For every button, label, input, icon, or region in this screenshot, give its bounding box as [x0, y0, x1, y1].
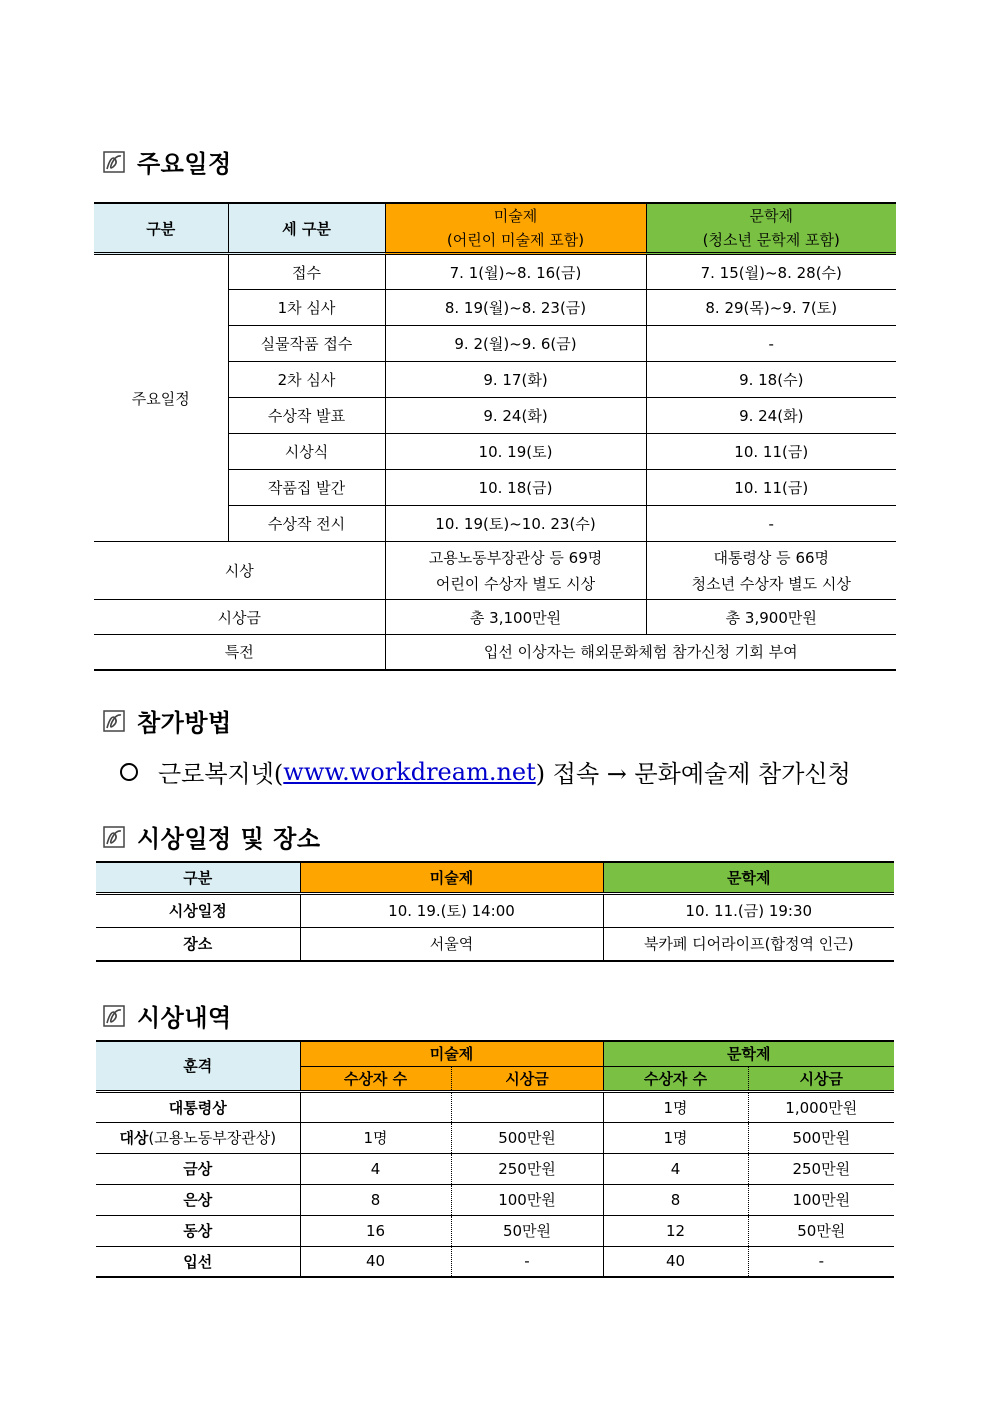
header-lit-sub: (청소년 문학제 포함) — [702, 231, 840, 249]
section-title: 시상내역 — [137, 1004, 232, 1032]
row-label: 시상식 — [228, 434, 385, 470]
lit-money: - — [748, 1246, 894, 1277]
art-money: - — [451, 1246, 603, 1277]
pen-box-icon — [103, 710, 125, 732]
rank-label: 대통령상 — [168, 1098, 227, 1117]
art-money: 250만원 — [451, 1153, 603, 1184]
row-art: 서울역 — [300, 927, 603, 961]
header-art-count: 수상자 수 — [300, 1066, 451, 1091]
award-art — [385, 542, 646, 600]
row-label: 장소 — [96, 927, 300, 961]
art-count — [300, 1091, 451, 1122]
ceremony-table — [96, 861, 894, 962]
row-lit: 10. 11(금) — [646, 434, 896, 470]
row-lit: 10. 11.(금) 19:30 — [603, 893, 894, 927]
lit-money: 50만원 — [748, 1215, 894, 1246]
rank-sublabel: (고용노동부장관상) — [148, 1129, 277, 1147]
group-label: 주요일정 — [94, 254, 228, 542]
row-label: 1차 심사 — [228, 290, 385, 326]
pen-box-icon — [103, 826, 125, 848]
section-heading-awards — [103, 998, 232, 1033]
lit-money: 100만원 — [748, 1184, 894, 1215]
rank-label: 동상 — [183, 1222, 213, 1240]
rank-name — [96, 1215, 300, 1246]
pen-box-icon — [103, 1005, 125, 1027]
apply-instruction — [120, 754, 851, 789]
header-subcategory: 세 구분 — [228, 203, 385, 254]
header-art: 미술제 — [300, 1041, 603, 1066]
prize-lit: 총 3,900만원 — [646, 600, 896, 635]
award-art-line1: 고용노동부장관상 등 69명 — [428, 548, 603, 567]
row-art: 9. 2(월)~9. 6(금) — [385, 326, 646, 362]
art-money: 50만원 — [451, 1215, 603, 1246]
benefit-label: 특전 — [94, 635, 385, 670]
header-art-sub: (어린이 미술제 포함) — [446, 231, 585, 249]
lit-count: 1명 — [603, 1091, 748, 1122]
row-label: 접수 — [228, 254, 385, 290]
row-art: 7. 1(월)~8. 16(금) — [385, 254, 646, 290]
section-heading-schedule — [103, 144, 232, 179]
art-count: 16 — [300, 1215, 451, 1246]
art-count: 40 — [300, 1246, 451, 1277]
header-art — [385, 203, 646, 254]
award-label: 시상 — [94, 542, 385, 600]
rank-label: 은상 — [183, 1191, 213, 1209]
header-lit: 문학제 — [603, 1041, 894, 1066]
section-heading-apply — [103, 703, 232, 738]
art-money: 500만원 — [451, 1122, 603, 1153]
row-label: 2차 심사 — [228, 362, 385, 398]
row-label: 수상작 전시 — [228, 506, 385, 542]
lit-count: 40 — [603, 1246, 748, 1277]
row-lit: 9. 18(수) — [646, 362, 896, 398]
header-lit — [646, 203, 896, 254]
section-title: 참가방법 — [137, 709, 232, 737]
section-title: 주요일정 — [137, 150, 232, 178]
lit-count: 1명 — [603, 1122, 748, 1153]
row-label: 수상작 발표 — [228, 398, 385, 434]
art-count: 8 — [300, 1184, 451, 1215]
row-lit: 북카페 디어라이프(합정역 인근) — [603, 927, 894, 961]
lit-money: 250만원 — [748, 1153, 894, 1184]
row-label: 시상일정 — [96, 893, 300, 927]
benefit-value: 입선 이상자는 해외문화체험 참가신청 기회 부여 — [385, 635, 896, 670]
apply-suffix: ) 접속 → 문화예술제 참가신청 — [535, 760, 851, 788]
award-lit-line2: 청소년 수상자 별도 시상 — [691, 574, 851, 593]
rank-label: 금상 — [183, 1160, 213, 1178]
row-art: 10. 19(토)~10. 23(수) — [385, 506, 646, 542]
art-money — [451, 1091, 603, 1122]
row-art: 10. 19(토) — [385, 434, 646, 470]
header-art-money: 시상금 — [451, 1066, 603, 1091]
rank-name — [96, 1246, 300, 1277]
header-rank: 훈격 — [96, 1041, 300, 1091]
lit-count: 4 — [603, 1153, 748, 1184]
schedule-table — [94, 202, 896, 671]
prize-art: 총 3,100만원 — [385, 600, 646, 635]
header-lit-money: 시상금 — [748, 1066, 894, 1091]
bullet-circle-icon — [120, 763, 138, 781]
workdream-link[interactable]: www.workdream.net — [283, 757, 536, 786]
row-lit: 8. 29(목)~9. 7(토) — [646, 290, 896, 326]
section-heading-ceremony — [103, 819, 321, 854]
award-lit — [646, 542, 896, 600]
row-lit: 7. 15(월)~8. 28(수) — [646, 254, 896, 290]
row-art: 9. 24(화) — [385, 398, 646, 434]
rank-name — [96, 1184, 300, 1215]
art-count: 1명 — [300, 1122, 451, 1153]
row-art: 10. 19.(토) 14:00 — [300, 893, 603, 927]
art-money: 100만원 — [451, 1184, 603, 1215]
row-lit: - — [646, 506, 896, 542]
rank-name — [96, 1153, 300, 1184]
prize-label: 시상금 — [94, 600, 385, 635]
rank-label: 대상 — [119, 1129, 149, 1147]
apply-prefix: 근로복지넷( — [158, 760, 284, 788]
header-art: 미술제 — [300, 862, 603, 893]
header-lit-title: 문학제 — [749, 207, 793, 225]
rank-label: 입선 — [183, 1252, 213, 1271]
row-lit: - — [646, 326, 896, 362]
row-lit: 9. 24(화) — [646, 398, 896, 434]
art-count: 4 — [300, 1153, 451, 1184]
header-lit: 문학제 — [603, 862, 894, 893]
awards-table — [96, 1040, 894, 1278]
header-category: 구분 — [96, 862, 300, 893]
row-lit: 10. 11(금) — [646, 470, 896, 506]
header-category: 구분 — [94, 203, 228, 254]
rank-name — [96, 1091, 300, 1122]
award-art-line2: 어린이 수상자 별도 시상 — [435, 574, 596, 593]
row-art: 8. 19(월)~8. 23(금) — [385, 290, 646, 326]
award-lit-line1: 대통령상 등 66명 — [713, 548, 830, 567]
header-lit-count: 수상자 수 — [603, 1066, 748, 1091]
row-label: 작품집 발간 — [228, 470, 385, 506]
row-art: 10. 18(금) — [385, 470, 646, 506]
section-title: 시상일정 및 장소 — [137, 825, 321, 853]
row-art: 9. 17(화) — [385, 362, 646, 398]
lit-money: 1,000만원 — [748, 1091, 894, 1122]
lit-count: 12 — [603, 1215, 748, 1246]
pen-box-icon — [103, 151, 125, 173]
rank-name — [96, 1122, 300, 1153]
header-art-title: 미술제 — [493, 207, 538, 225]
lit-count: 8 — [603, 1184, 748, 1215]
lit-money: 500만원 — [748, 1122, 894, 1153]
row-label: 실물작품 접수 — [228, 326, 385, 362]
